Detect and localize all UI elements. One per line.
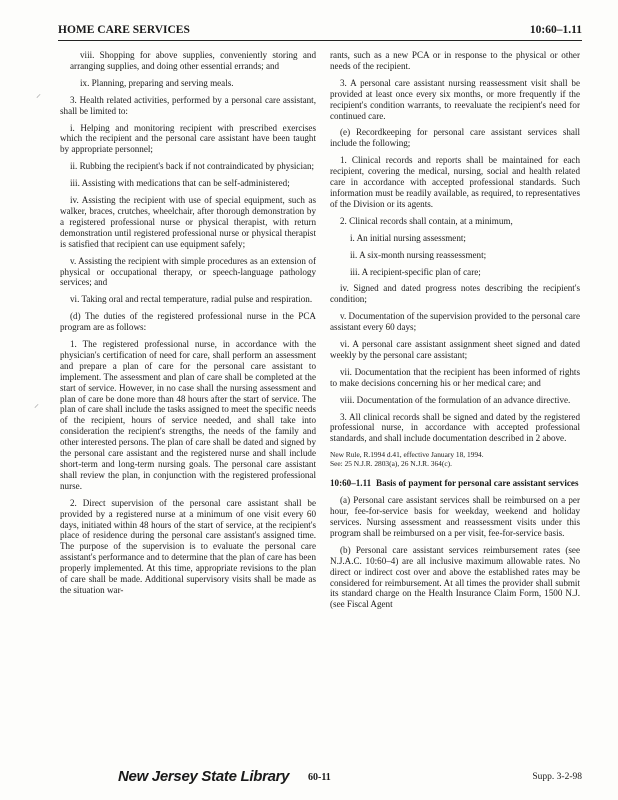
paragraph: iii. A recipient-specific plan of care; (350, 266, 481, 277)
paragraph: (d) The duties of the registered professional nurse in the PCA program are as follows: (60, 311, 316, 333)
paragraph: rants, such as a new PCA or in response to the physical or other needs of the recipient. (330, 50, 580, 71)
right-column-paragraphs (330, 50, 580, 444)
paragraph: iv. Assisting the recipient with use of special equipment, such as walker, braces, crutches, wheelchair, after thorough demonstration by a registered professional nurse or physical therapist, with return demonstration until registered professional nurse or physical therapist is satisfied that recipient can use equipment safely; (60, 195, 316, 249)
paragraph: (b) Personal care assistant services reimbursement rates (see N.J.A.C. 10:60–4) are all inclusive maximum allowable rates. No direct or indirect cost over and above the established rates may be considered for reimbursement. At all times the provider shall submit its standard charge on the Health Insurance Claim Form, 1500 N.J. (see Fiscal Agent (330, 544, 580, 610)
paragraph: i. Helping and monitoring recipient with prescribed exercises which the recipient and the personal care assistant have been taught by appropriate personnel; (60, 122, 316, 155)
header-rule (58, 40, 582, 41)
margin-mark: ⸝ (36, 89, 41, 100)
paragraph: 3. All clinical records shall be signed and dated by the registered professional nurse, in accordance with accepted professional standards, and shall include documentation described in 2 above. (330, 411, 580, 444)
paragraph: 3. Health related activities, performed by a personal care assistant, shall be limited to: (60, 94, 316, 116)
paragraph: 2. Clinical records shall contain, at a minimum, (340, 215, 513, 226)
source-note: New Rule, R.1994 d.41, effective January 18, 1994. See: 25 N.J.R. 2803(a), 26 N.J.R. 364(c). (330, 450, 484, 469)
section-heading (330, 478, 580, 489)
paragraph: iii. Assisting with medications that can be self-administered; (70, 178, 290, 189)
paragraph: ix. Planning, preparing and serving meals. (80, 77, 234, 88)
section-number: 10:60–1.11 (330, 478, 372, 489)
paragraph: viii. Documentation of the formulation of an advance directive. (340, 394, 571, 405)
section-title: Basis of payment for personal care assistant services (376, 478, 579, 489)
page-number: 60-11 (308, 772, 331, 783)
paragraph: viii. Shopping for above supplies, conveniently storing and arranging supplies, and doing other essential errands; and (70, 50, 316, 71)
paragraph: vii. Documentation that the recipient has been informed of rights to make decisions concerning his or her medical care; and (330, 366, 580, 388)
header-section-number: 10:60–1.11 (529, 24, 582, 36)
paragraph: 3. A personal care assistant nursing reassessment visit shall be provided at least once every six months, or more frequently if the recipient's condition warrants, to reevaluate the recipient's need for continued care. (330, 77, 580, 121)
paragraph: (a) Personal care assistant services shall be reimbursed on a per hour, fee-for-service basis for weekday, weekend and holiday services. Nursing assessment and reassessment visits under this program shall be reimbursed on a per visit, fee-for-service basis. (330, 495, 580, 538)
paragraph: vi. Taking oral and rectal temperature, radial pulse and respiration. (70, 294, 313, 305)
paragraph: ii. A six-month nursing reassessment; (350, 249, 487, 260)
section-paragraphs (330, 495, 580, 610)
paragraph: (e) Recordkeeping for personal care assistant services shall include the following; (330, 127, 580, 149)
right-column (330, 50, 580, 616)
paragraph: vi. A personal care assistant assignment sheet signed and dated weekly by the personal care assistant; (330, 339, 580, 360)
paragraph: v. Documentation of the supervision provided to the personal care assistant every 60 days; (330, 311, 580, 333)
header-title: HOME CARE SERVICES (58, 24, 190, 36)
paragraph: iv. Signed and dated progress notes describing the recipient's condition; (330, 283, 580, 305)
paragraph: i. An initial nursing assessment; (350, 232, 466, 243)
left-column (60, 50, 316, 602)
paragraph: v. Assisting the recipient with simple procedures as an extension of physical or occupational therapy, or speech-language pathology services; and (60, 255, 316, 288)
page-footer (58, 770, 582, 790)
paragraph: 2. Direct supervision of the personal care assistant shall be provided by a registered nurse at a minimum of one visit every 60 days, initiated within 48 hours of the start of service, at the recipient's place of residence during the personal care assistant's assigned time. The purpose of the supervision is to evaluate the personal care assistant's performance and to determine that the plan of care has been properly implemented. At this time, appropriate revisions to the plan of care shall be made. Additional supervisory visits shall be made as the situation war- (60, 497, 316, 595)
supplement-date: Supp. 3-2-98 (532, 772, 582, 782)
library-stamp: New Jersey State Library (118, 768, 290, 785)
paragraph: 1. Clinical records and reports shall be maintained for each recipient, covering the medical, nursing, social and health related care in accordance with accepted professional standards. Such information must be readily available, as required, to representatives of the Division or its agents. (330, 155, 580, 209)
margin-mark: ⸝ (34, 399, 39, 410)
paragraph: 1. The registered professional nurse, in accordance with the physician's certification of need for care, shall perform an assessment and prepare a plan of care for the personal care assistant to implement. The assessment and plan of care shall be completed at the start of service. However, in no case shall the nursing assessment and plan of care be done more than 48 hours after the start of service. The plan of care shall include the tasks assigned to meet the specific needs of the recipient, hours of service needed, and shall take into consideration the recipient's strengths, the needs of the family and other interested persons. The plan of care shall be dated and signed by the personal care assistant and the registered nurse and shall include short-term and long-term nursing goals. The personal care assistant shall review the plan, in conjunction with the registered professional nurse. (60, 339, 316, 491)
paragraph: ii. Rubbing the recipient's back if not contraindicated by physician; (70, 161, 315, 172)
